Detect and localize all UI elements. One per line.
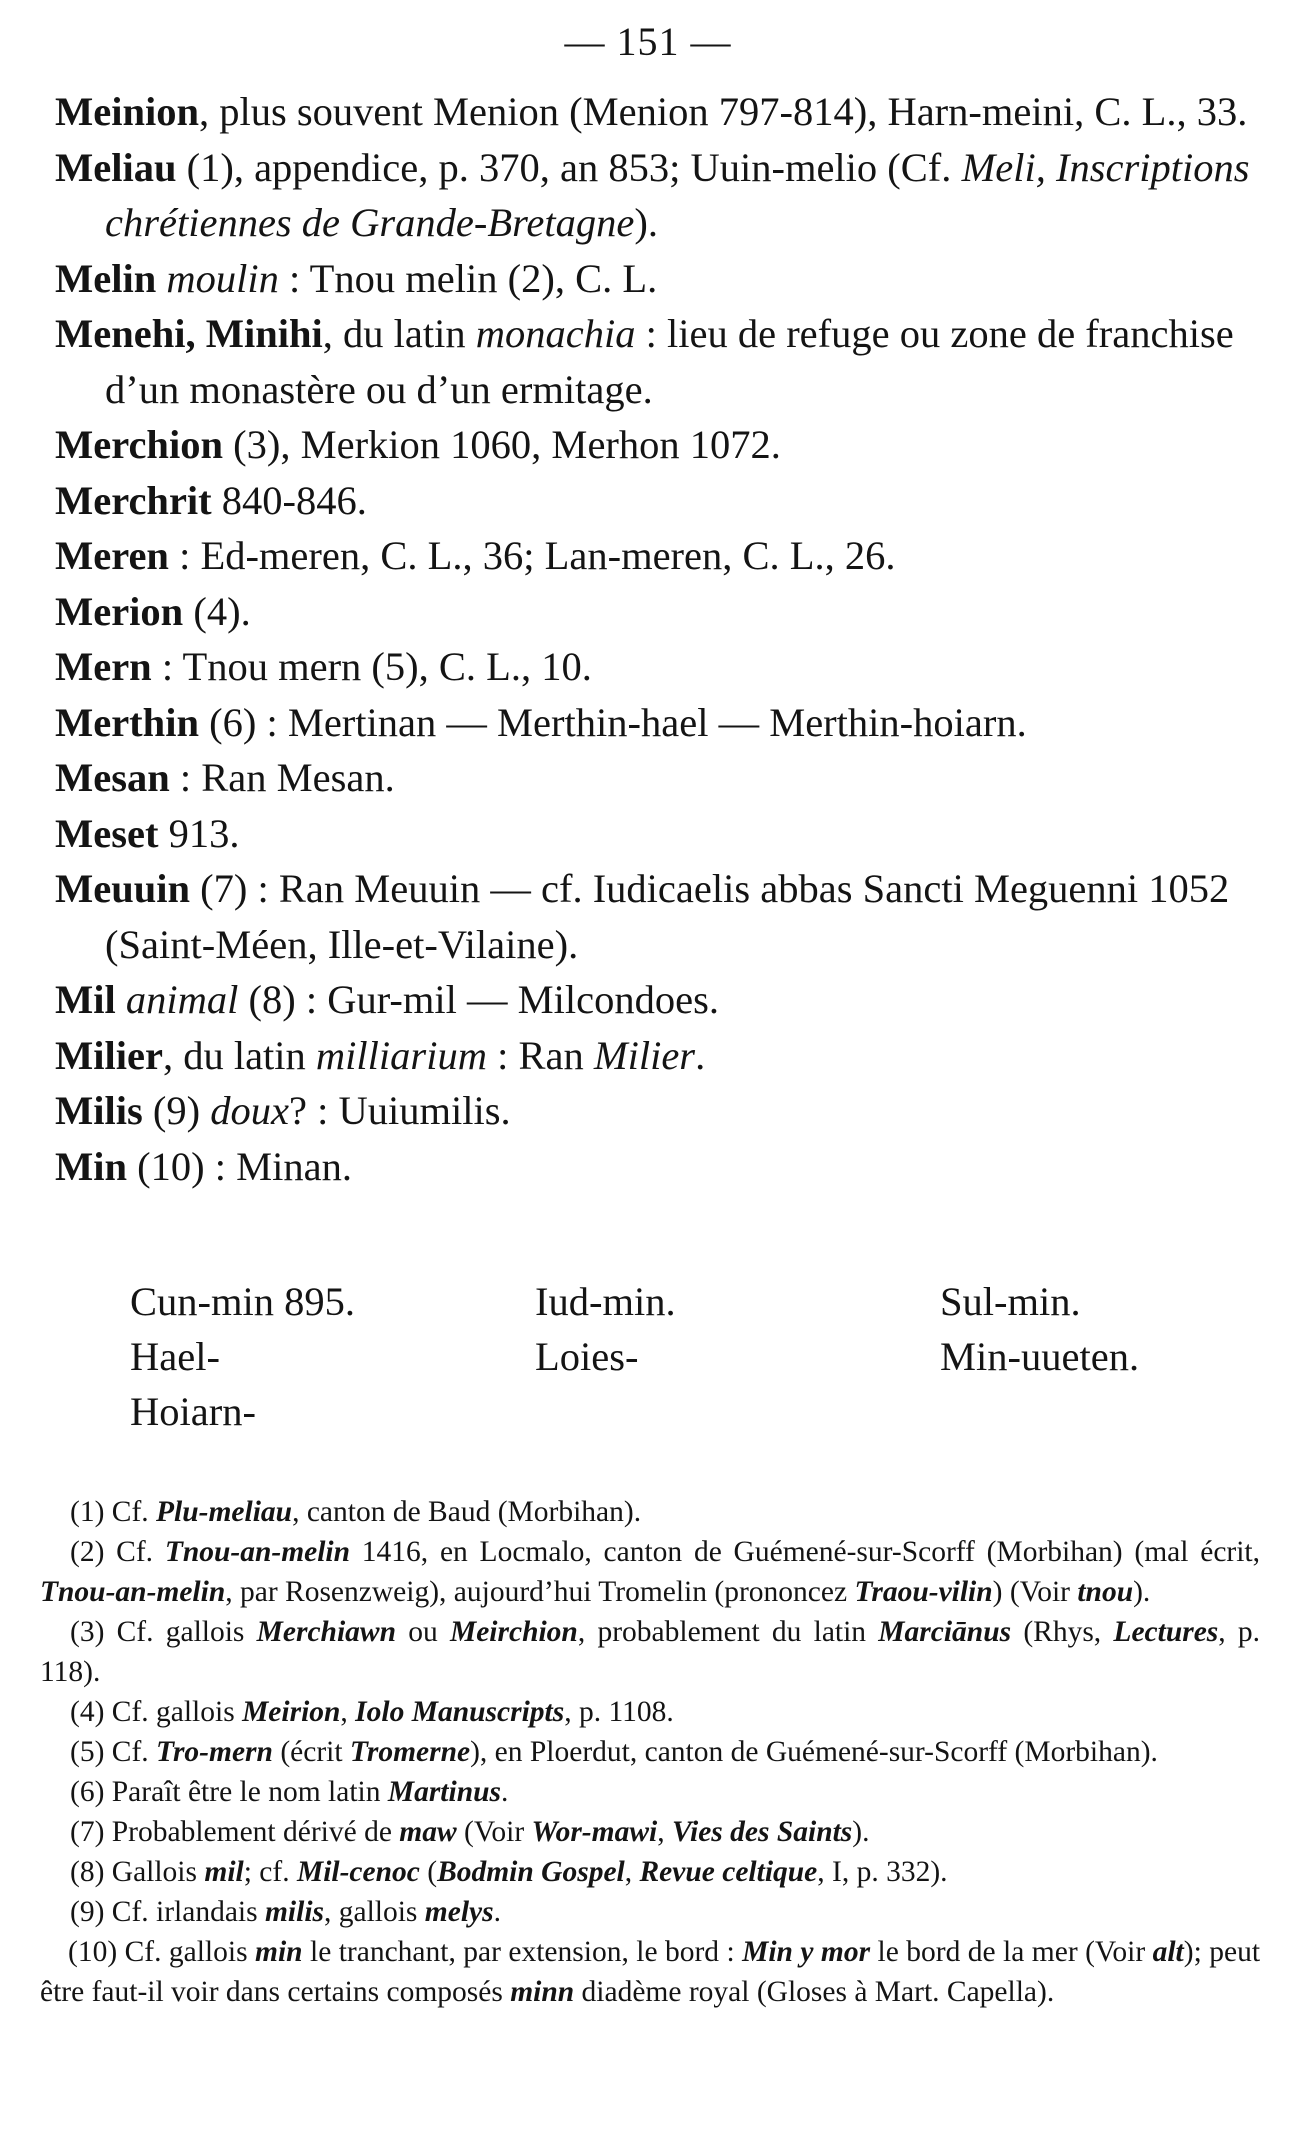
footnote: (9) Cf. irlandais milis, gallois melys. xyxy=(70,1896,501,1928)
dictionary-entry xyxy=(55,695,1265,751)
entry-headword: Milis xyxy=(55,1088,143,1133)
entry-body: , plus souvent Menion (Menion 797-814), Harn-meini, C. L., 33. xyxy=(199,89,1248,134)
dictionary-entry xyxy=(55,806,1265,862)
entry-headword: Meinion xyxy=(55,89,200,134)
dictionary-entry xyxy=(55,750,1265,806)
entry-body: , du latin milliarium : Ran Milier. xyxy=(162,1032,706,1078)
dictionary-entry xyxy=(55,84,1265,140)
entry-headword: Merchion xyxy=(55,422,223,467)
dictionary-entry xyxy=(55,1139,1265,1195)
entry-body: (6) : Mertinan — Merthin-hael — Merthin-hoiarn. xyxy=(198,699,1027,745)
dictionary-entry xyxy=(55,1083,1265,1139)
compound-cell: Loies- xyxy=(535,1334,639,1379)
entry-headword: Merthin xyxy=(55,699,199,745)
dictionary-entry xyxy=(55,584,1265,640)
footnote: (2) Cf. Tnou-an-melin 1416, en Locmalo, canton de Guémené-sur-Scorff (Morbihan) (mal écrit, Tnou-an-melin, par Rosenzweig), aujourd’hui Tromelin (prononcez Traou-vilin) (Voir tnou). xyxy=(40,1536,1261,1608)
entry-headword: Meliau xyxy=(55,144,177,190)
footnote: (8) Gallois mil; cf. Mil-cenoc (Bodmin Gospel, Revue celtique, I, p. 332). xyxy=(70,1856,948,1888)
entry-headword: Mesan xyxy=(55,755,170,800)
page-number-header: — 151 — xyxy=(564,19,732,64)
entry-headword: Melin xyxy=(55,255,157,301)
dictionary-entry xyxy=(55,972,1265,1028)
compound-row xyxy=(130,1329,1190,1384)
compound-cell: Cun-min 895. xyxy=(130,1279,356,1324)
dictionary-entries xyxy=(55,84,1265,1194)
compound-cell: Sul-min. xyxy=(940,1279,1081,1324)
entry-body: , du latin monachia : lieu de refuge ou zone de franchise d’un monastère ou d’un ermitage. xyxy=(105,311,1234,412)
entry-body: (1), appendice, p. 370, an 853; Uuin-melio (Cf. Meli, Inscriptions chrétiennes de Grande-Bretagne). xyxy=(105,144,1250,245)
entry-headword: Menehi, Minihi xyxy=(55,311,323,356)
entry-body: : Tnou mern (5), C. L., 10. xyxy=(151,644,592,689)
dictionary-entry xyxy=(55,251,1265,307)
entry-headword: Min xyxy=(55,1143,128,1189)
footnote: (4) Cf. gallois Meirion, Iolo Manuscripts, p. 1108. xyxy=(70,1696,674,1728)
entry-body: (4). xyxy=(183,588,251,634)
dictionary-entry xyxy=(55,473,1265,529)
entry-headword: Meuuin xyxy=(55,866,191,911)
entry-body: animal (8) : Gur-mil — Milcondoes. xyxy=(125,977,719,1022)
footnotes xyxy=(40,1492,1260,2012)
dictionary-entry xyxy=(55,417,1265,473)
entry-body: (10) : Minan. xyxy=(127,1143,352,1189)
entry-headword: Meren xyxy=(55,533,169,578)
footnote: (6) Paraît être le nom latin Martinus. xyxy=(70,1776,509,1808)
dictionary-entry xyxy=(55,306,1265,417)
entry-headword: Merion xyxy=(55,588,184,634)
dictionary-entry xyxy=(55,528,1265,584)
compound-cell: Hoiarn- xyxy=(130,1389,256,1434)
footnote: (1) Cf. Plu-meliau, canton de Baud (Morbihan). xyxy=(70,1496,642,1528)
entry-body: : Ran Mesan. xyxy=(169,755,395,800)
entry-headword: Merchrit xyxy=(55,477,212,523)
entry-headword: Mern xyxy=(55,644,152,689)
dictionary-entry xyxy=(55,1028,1265,1084)
dictionary-entry xyxy=(55,639,1265,695)
footnote: (10) Cf. gallois min le tranchant, par extension, le bord : Min y mor le bord de la mer (Voir alt); peut être faut-il voir dans certains composés minn diadème royal (Gloses à Mart. Capella). xyxy=(40,1936,1261,2008)
dictionary-entry xyxy=(55,861,1265,972)
compound-cell: Min-uueten. xyxy=(940,1334,1140,1379)
min-compounds-table xyxy=(130,1274,1190,1439)
entry-body: (9) doux? : Uuiumilis. xyxy=(142,1088,511,1133)
footnote: (5) Cf. Tro-mern (écrit Tromerne), en Ploerdut, canton de Guémené-sur-Scorff (Morbihan). xyxy=(70,1736,1158,1768)
entry-body: 913. xyxy=(158,810,240,856)
entry-headword: Milier xyxy=(55,1032,163,1078)
dictionary-entry xyxy=(55,140,1265,251)
compound-row xyxy=(130,1384,1190,1439)
entry-headword: Mil xyxy=(55,977,116,1022)
entry-body: (7) : Ran Meuuin — cf. Iudicaelis abbas Sancti Meguenni 1052 (Saint-Méen, Ille-et-Vilaine). xyxy=(105,866,1230,967)
footnote: (7) Probablement dérivé de maw (Voir Wor-mawi, Vies des Saints). xyxy=(70,1816,870,1848)
entry-body: (3), Merkion 1060, Merhon 1072. xyxy=(222,422,781,467)
compound-row xyxy=(130,1274,1190,1329)
entry-body: 840-846. xyxy=(211,477,367,523)
footnote: (3) Cf. gallois Merchiawn ou Meirchion, probablement du latin Marciānus (Rhys, Lectures, p. 118). xyxy=(40,1616,1261,1688)
entry-body: : Ed-meren, C. L., 36; Lan-meren, C. L., 26. xyxy=(168,533,896,578)
compound-cell: Iud-min. xyxy=(535,1279,676,1324)
entry-body: moulin : Tnou melin (2), C. L. xyxy=(166,255,658,301)
entry-headword: Meset xyxy=(55,810,159,856)
compound-cell: Hael- xyxy=(130,1334,220,1379)
